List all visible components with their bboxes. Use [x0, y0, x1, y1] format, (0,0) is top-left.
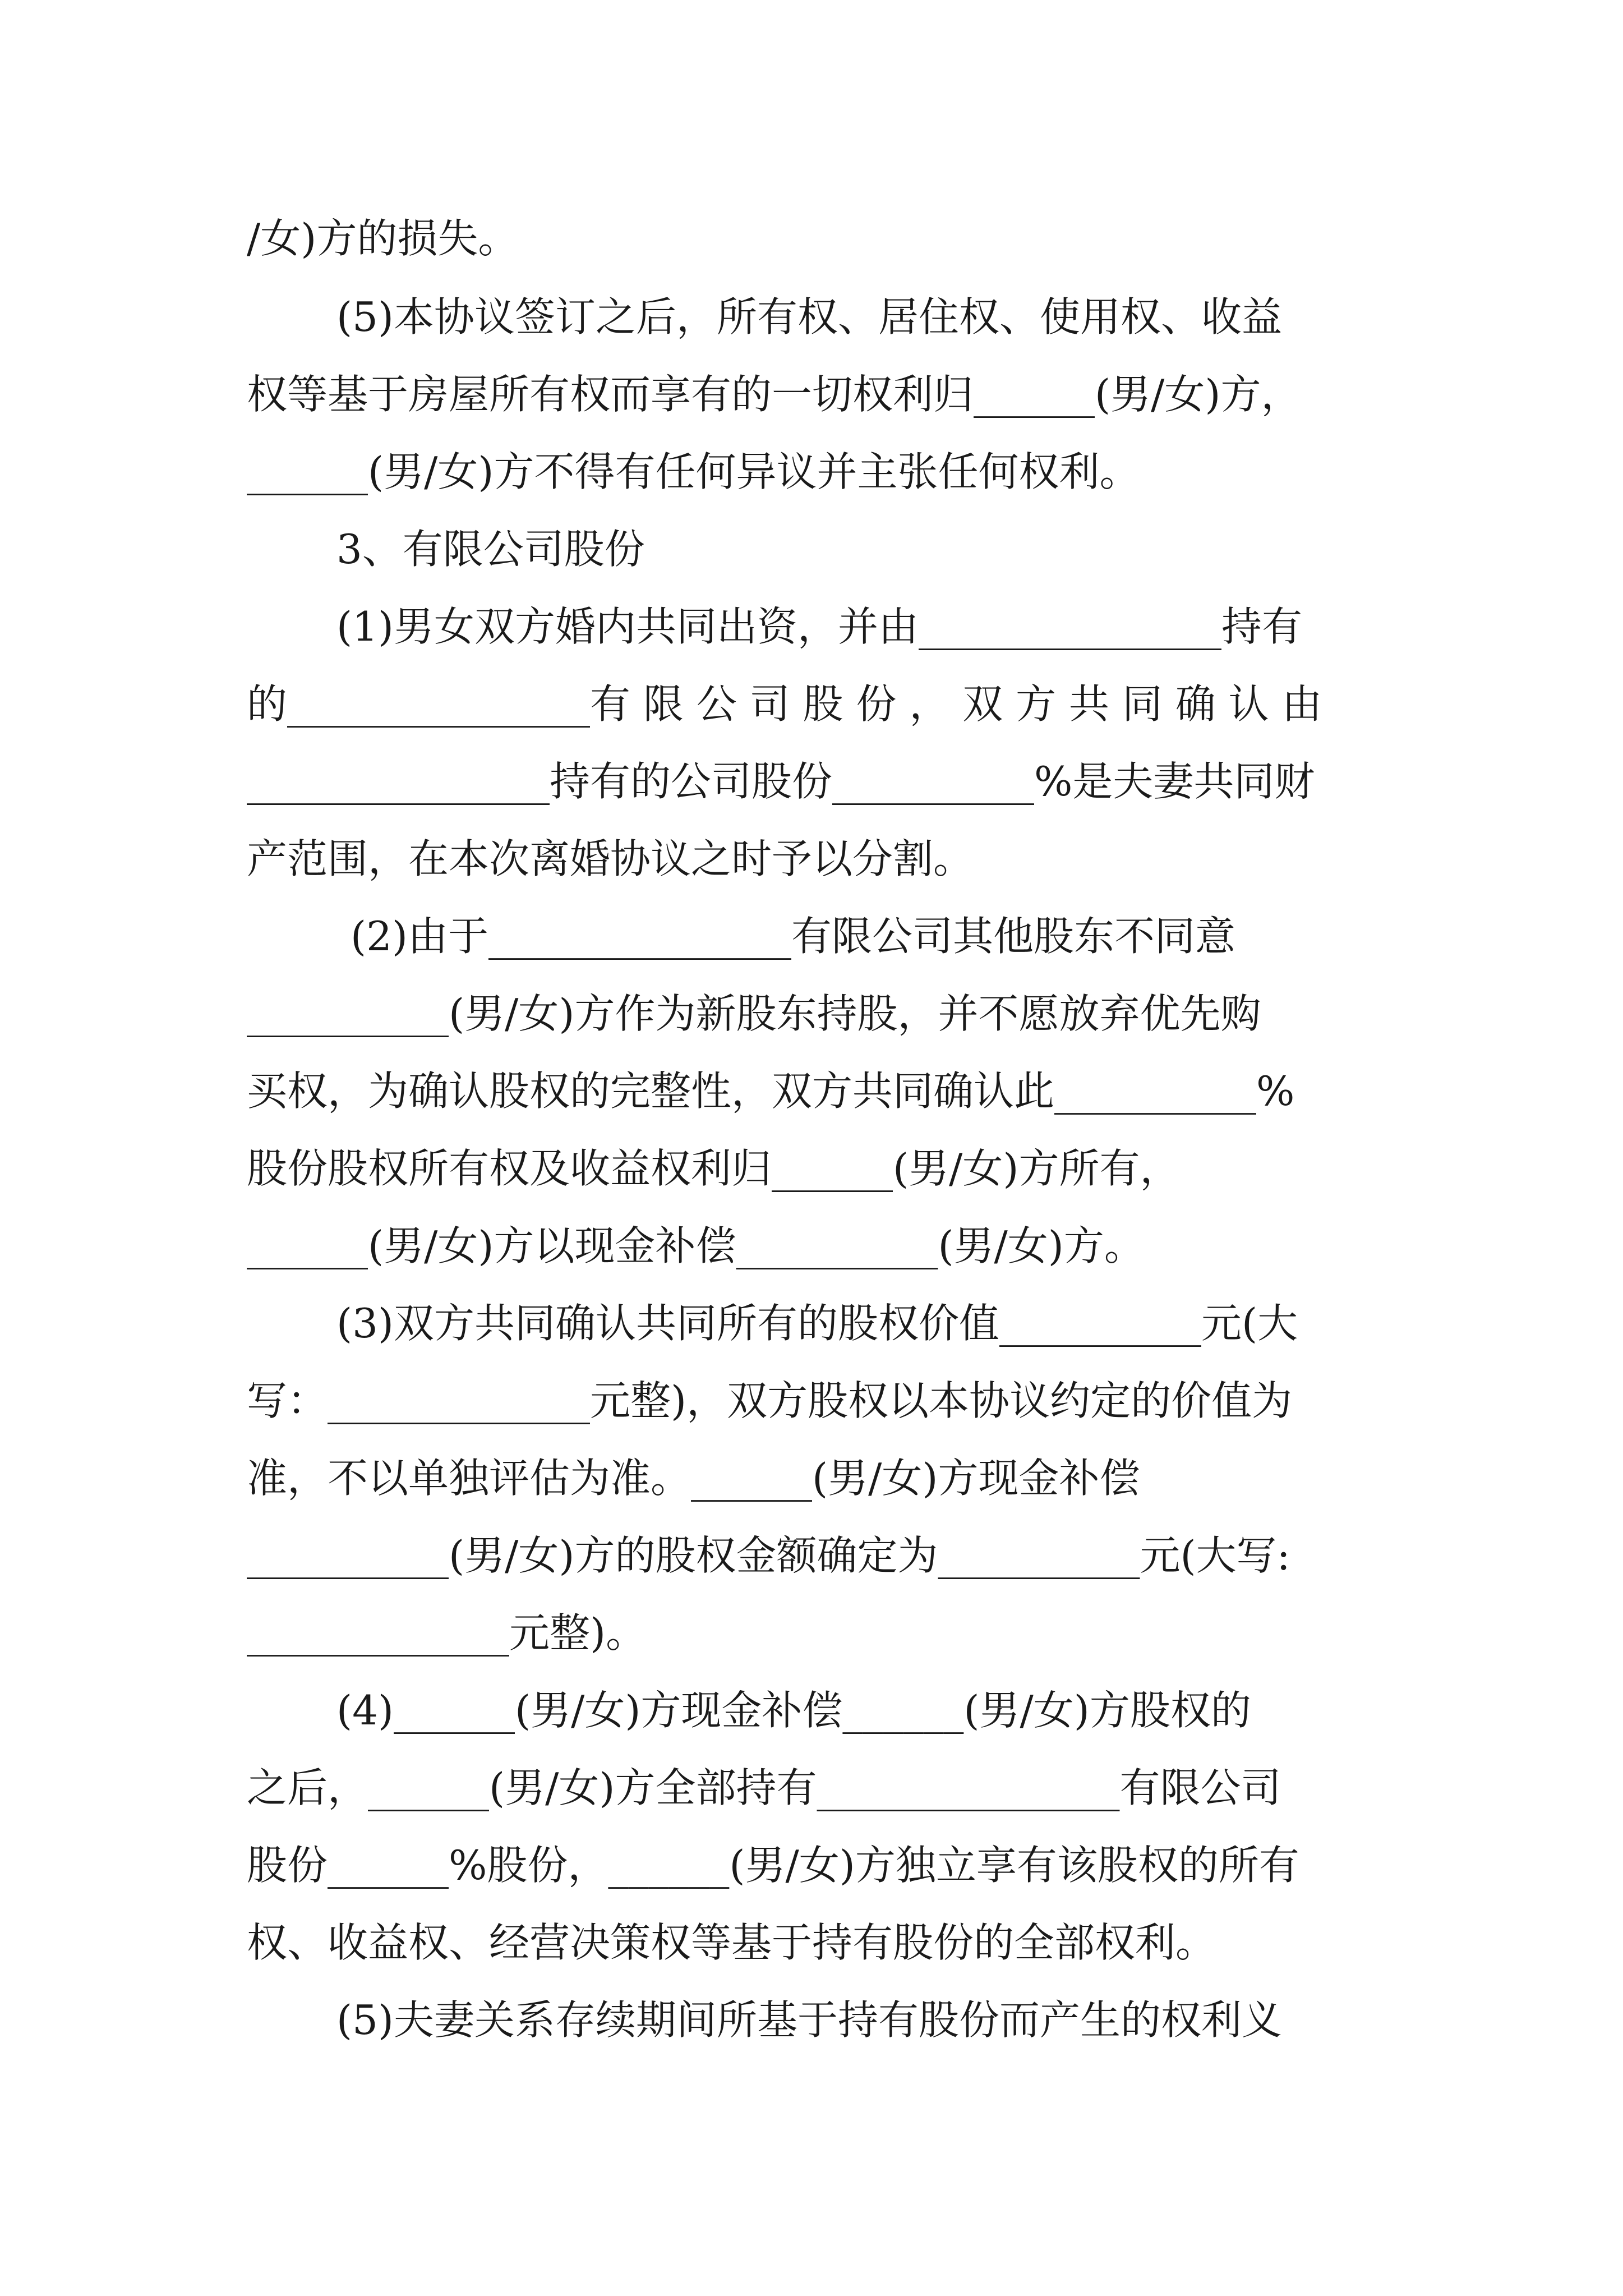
text-line: ______(男/女)方以现金补偿__________(男/女)方。 — [247, 1222, 1145, 1269]
text-line: 产范围，在本次离婚协议之时予以分割。 — [247, 835, 974, 882]
text-line: (2)由于_______________有限公司其他股东不同意 — [351, 913, 1235, 960]
text-line: (5)本协议签订之后，所有权、居住权、使用权、收益 — [336, 293, 1282, 341]
text-line: (4)______(男/女)方现金补偿______(男/女)方股权的 — [336, 1687, 1251, 1734]
text-line: (5)夫妻关系存续期间所基于持有股份而产生的权利义 — [336, 1996, 1282, 2044]
text-line: 准，不以单独评估为准。______(男/女)方现金补偿 — [247, 1455, 1140, 1502]
text-line: 股份______%股份，______(男/女)方独立享有该股权的所有 — [247, 1842, 1299, 1889]
text-line: 股份股权所有权及收益权利归______(男/女)方所有， — [247, 1145, 1181, 1192]
text-line: 之后，______(男/女)方全部持有_______________有限公司 — [247, 1764, 1281, 1811]
text-line: /女)方的损失。 — [247, 215, 519, 262]
text-line: 买权，为确认股权的完整性，双方共同确认此__________% — [247, 1068, 1295, 1115]
section-heading: 3、有限公司股份 — [336, 526, 645, 573]
text-line: (1)男女双方婚内共同出资，并由_______________持有 — [336, 603, 1302, 650]
text-line: ______(男/女)方不得有任何异议并主张任何权利。 — [247, 448, 1140, 495]
text-line: _______________持有的公司股份__________%是夫妻共同财 — [247, 758, 1315, 805]
text-line: __________(男/女)方的股权金额确定为__________元(大写: — [247, 1532, 1290, 1579]
text-line: (3)双方共同确认共同所有的股权价值__________元(大 — [336, 1300, 1298, 1347]
text-line: 权、收益权、经营决策权等基于持有股份的全部权利。 — [247, 1919, 1216, 1966]
text-line: __________(男/女)方作为新股东持股，并不愿放弃优先购 — [247, 990, 1261, 1037]
text-line: 权等基于房屋所有权而享有的一切权利归______(男/女)方， — [247, 371, 1302, 418]
text-line: 写：_____________元整)，双方股权以本协议约定的价值为 — [247, 1377, 1293, 1424]
text-line: _____________元整)。 — [247, 1609, 647, 1657]
text-line: 的_______________有 限 公 司 股 份 ， 双 方 共 同 确 认 由 — [247, 680, 1322, 728]
